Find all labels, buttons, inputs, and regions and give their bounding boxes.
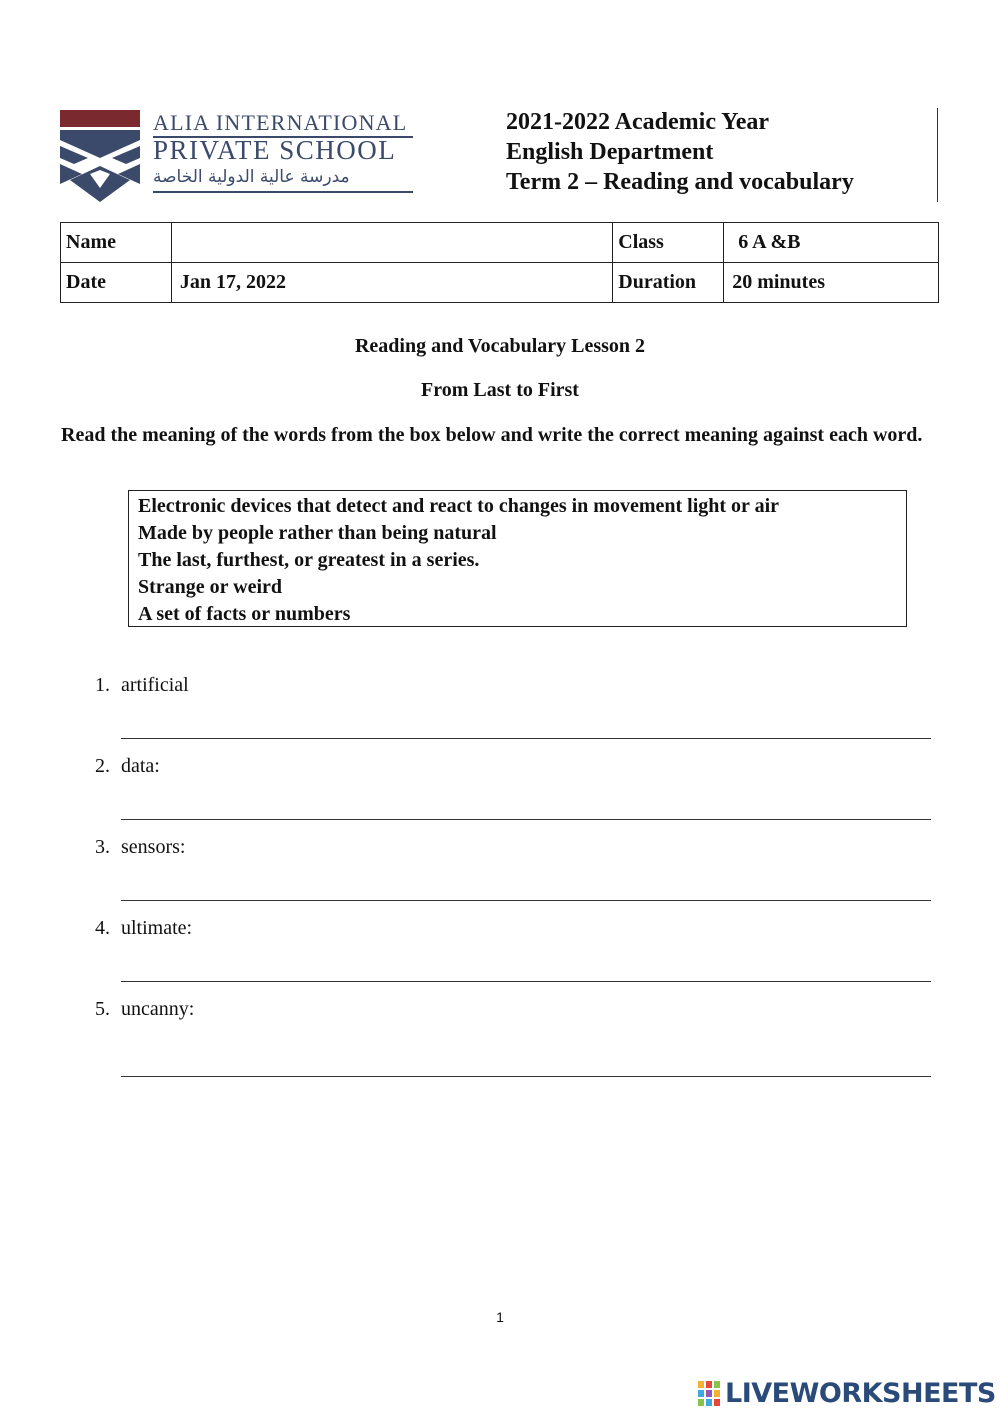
question-word: ultimate:	[121, 917, 193, 939]
answer-field[interactable]	[121, 738, 931, 739]
page-number: 1	[496, 1309, 504, 1325]
question-word: sensors:	[121, 836, 186, 858]
date-value: Jan 17, 2022	[171, 263, 612, 303]
school-logo	[60, 110, 420, 205]
name-label: Name	[61, 223, 172, 263]
definition-item: Strange or weird	[138, 576, 283, 598]
question-word: data:	[121, 755, 160, 777]
class-label: Class	[613, 223, 724, 263]
instruction-text: Read the meaning of the words from the box below and write the correct meaning against each word.	[61, 424, 923, 446]
question-number: 2.	[95, 755, 110, 777]
header-divider	[937, 108, 938, 202]
question-number: 5.	[95, 998, 110, 1020]
question-word: artificial	[121, 674, 189, 696]
definition-item: A set of facts or numbers	[138, 603, 351, 625]
answer-field[interactable]	[121, 981, 931, 982]
liveworksheets-wordmark: LIVEWORKSHEETS	[725, 1378, 996, 1409]
story-title: From Last to First	[421, 379, 579, 401]
question-number: 3.	[95, 836, 110, 858]
school-name-line-1: ALIA INTERNATIONAL	[153, 110, 408, 135]
student-info-table	[60, 222, 939, 303]
duration-value: 20 minutes	[724, 263, 939, 303]
logo-divider-bottom	[153, 191, 413, 193]
school-name-line-2: PRIVATE SCHOOL	[153, 135, 397, 165]
name-field[interactable]	[171, 223, 612, 263]
school-name-arabic: مدرسة عالية الدولية الخاصة	[153, 167, 350, 187]
definitions-box	[128, 490, 907, 627]
term-title: Term 2 – Reading and vocabulary	[506, 169, 854, 195]
liveworksheets-logo-icon	[698, 1381, 720, 1407]
department: English Department	[506, 139, 714, 165]
duration-label: Duration	[613, 263, 724, 303]
question-word: uncanny:	[121, 998, 195, 1020]
table-row	[61, 223, 939, 263]
answer-field[interactable]	[121, 1076, 931, 1077]
answer-field[interactable]	[121, 900, 931, 901]
logo-bar	[60, 110, 140, 127]
school-shield-icon	[60, 130, 140, 202]
answer-field[interactable]	[121, 819, 931, 820]
class-value: 6 A &B	[724, 223, 939, 263]
question-number: 4.	[95, 917, 110, 939]
lesson-title: Reading and Vocabulary Lesson 2	[354, 335, 646, 357]
academic-year: 2021-2022 Academic Year	[506, 109, 770, 135]
definition-item: The last, furthest, or greatest in a series.	[138, 549, 480, 571]
date-label: Date	[61, 263, 172, 303]
definition-item: Made by people rather than being natural	[138, 522, 497, 544]
question-number: 1.	[95, 674, 110, 696]
table-row	[61, 263, 939, 303]
definition-item: Electronic devices that detect and react to changes in movement light or air	[138, 495, 779, 517]
